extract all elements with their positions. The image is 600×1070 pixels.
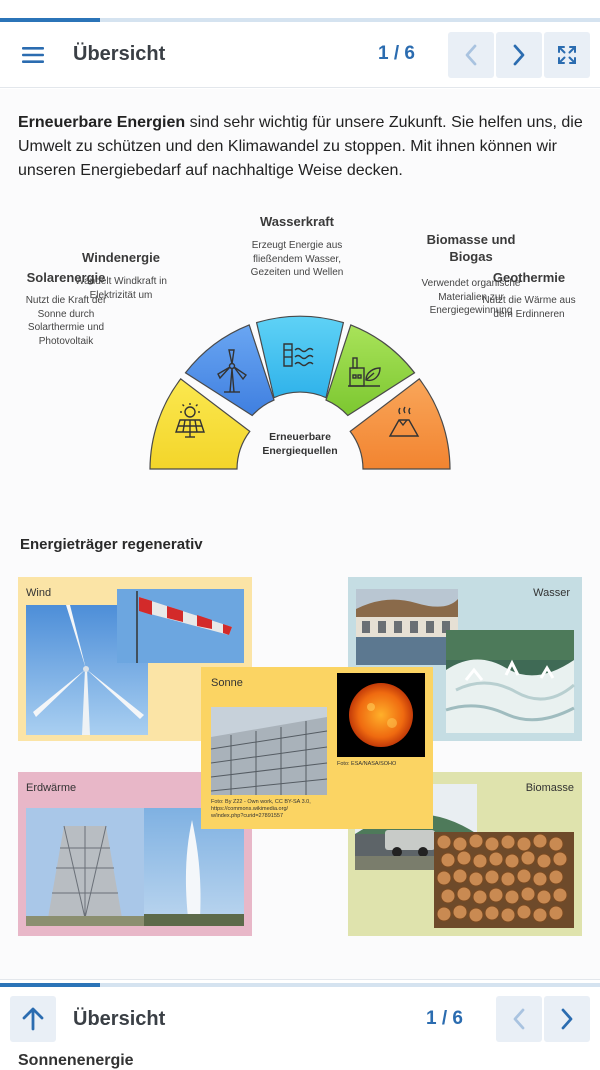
- biomass-desc-line: Verwendet organische: [421, 278, 521, 289]
- chevron-right-icon: [560, 1008, 574, 1030]
- wind-desc-line: Elektrizität um: [89, 289, 153, 301]
- top-navigation-bar: [0, 0, 600, 88]
- windsock-photo: [117, 589, 244, 663]
- solar-desc-line: Photovoltaik: [38, 335, 94, 347]
- wind-desc-line: Wandelt Windkraft in: [75, 276, 167, 287]
- page-indicator: 1 / 6: [378, 43, 415, 64]
- solar-mirror-photo-credit: [211, 799, 311, 820]
- renewable-energy-infographic: [0, 199, 600, 489]
- bottom-progress-bar: [0, 983, 600, 987]
- menu-button[interactable]: [12, 32, 54, 78]
- biomass-title-line: Biogas: [449, 249, 493, 264]
- bottom-page-indicator: 1 / 6: [426, 1008, 463, 1029]
- hydro-dam-photo: [356, 589, 458, 665]
- geothermal-desc-line: dem Erdinneren: [493, 308, 565, 320]
- hydro-description: [236, 239, 358, 280]
- credit-line: Foto: By Z22 - Own work, CC BY-SA 3.0,: [211, 799, 311, 805]
- page-title: Übersicht: [73, 43, 166, 65]
- solar-description: [10, 294, 122, 348]
- hamburger-menu-icon: [22, 46, 44, 64]
- geothermal-title: Geothermie: [492, 270, 566, 285]
- geothermal-desc-line: Nutzt die Wärme aus: [482, 295, 576, 306]
- firewood-photo: [434, 832, 574, 928]
- slide-content: [0, 89, 600, 979]
- sun-label: Sonne: [211, 677, 243, 689]
- center-label-line-2: Energiequellen: [262, 445, 338, 457]
- previous-page-button[interactable]: [448, 32, 494, 78]
- sun-photo-credit: Foto: ESA/NASA/SOHO: [337, 761, 397, 767]
- bottom-previous-page-button[interactable]: [496, 996, 542, 1042]
- energy-semicircle: [140, 314, 460, 474]
- intro-text: sind sehr wichtig für unsere Zukunft. Sie helfen uns, die Umwelt zu schützen und den Klimawandel zu stoppen. Mit ihnen können wir unseren Energiebedarf auf nachhaltige Weise decken.: [18, 114, 583, 179]
- hydro-desc-line: fließendem Wasser,: [253, 253, 341, 265]
- chevron-right-icon: [512, 44, 526, 66]
- credit-line: https://commons.wikimedia.org/: [211, 806, 289, 812]
- geothermal-tower-photo: [26, 808, 144, 926]
- bottom-page-title: Übersicht: [73, 1008, 166, 1030]
- biomass-desc-line: Energiegewinnung: [429, 305, 513, 316]
- next-section-heading-partial: Sonnenenergie: [18, 1052, 134, 1069]
- solar-desc-line: Nutzt die Kraft der: [25, 295, 107, 306]
- biomass-title: [410, 231, 532, 265]
- fullscreen-icon: [558, 46, 576, 64]
- chevron-left-icon: [464, 44, 478, 66]
- sun-photo: [337, 673, 425, 757]
- fullscreen-button[interactable]: [544, 32, 590, 78]
- bottom-navigation-bar: [0, 979, 600, 1069]
- next-page-button[interactable]: [496, 32, 542, 78]
- wind-label: Wind: [26, 587, 52, 599]
- bottom-next-page-button[interactable]: [544, 996, 590, 1042]
- solar-desc-line: Sonne durch: [37, 308, 95, 320]
- bottom-progress-fill: [0, 983, 100, 987]
- arrow-up-icon: [22, 1007, 44, 1031]
- solar-desc-line: Solarthermie und: [27, 322, 105, 333]
- hydro-desc-line: Gezeiten und Wellen: [250, 267, 344, 278]
- geothermal-description: [470, 294, 588, 321]
- intro-bold: Erneuerbare Energien: [18, 114, 186, 131]
- geothermal-label: Erdwärme: [26, 782, 77, 794]
- chevron-left-icon: [512, 1008, 526, 1030]
- sun-panel: [201, 667, 433, 829]
- credit-line: w/index.php?curid=27891557: [211, 813, 284, 819]
- solar-mirror-photo: [211, 707, 327, 795]
- intro-paragraph: [18, 111, 588, 183]
- wind-title: Windenergie: [82, 250, 160, 265]
- progress-fill: [0, 18, 100, 22]
- hydro-title: Wasserkraft: [260, 214, 334, 229]
- solar-title: Solarenergie: [26, 270, 106, 285]
- nav-row: [0, 32, 600, 78]
- hydro-desc-line: Erzeugt Energie aus: [251, 240, 343, 251]
- waterfall-photo: [446, 630, 574, 733]
- water-label: Wasser: [533, 587, 570, 599]
- scroll-to-top-button[interactable]: [10, 996, 56, 1042]
- biomass-desc-line: Materialien zur: [438, 291, 504, 303]
- center-label-line-1: Erneuerbare: [269, 431, 331, 443]
- collage-heading: Energieträger regenerativ: [20, 536, 203, 553]
- biomass-label: Biomasse: [525, 782, 574, 794]
- wind-description: [60, 275, 182, 302]
- progress-bar: [0, 18, 600, 22]
- bottom-nav-row: [0, 996, 600, 1042]
- biomass-title-line: Biomasse und: [426, 232, 516, 247]
